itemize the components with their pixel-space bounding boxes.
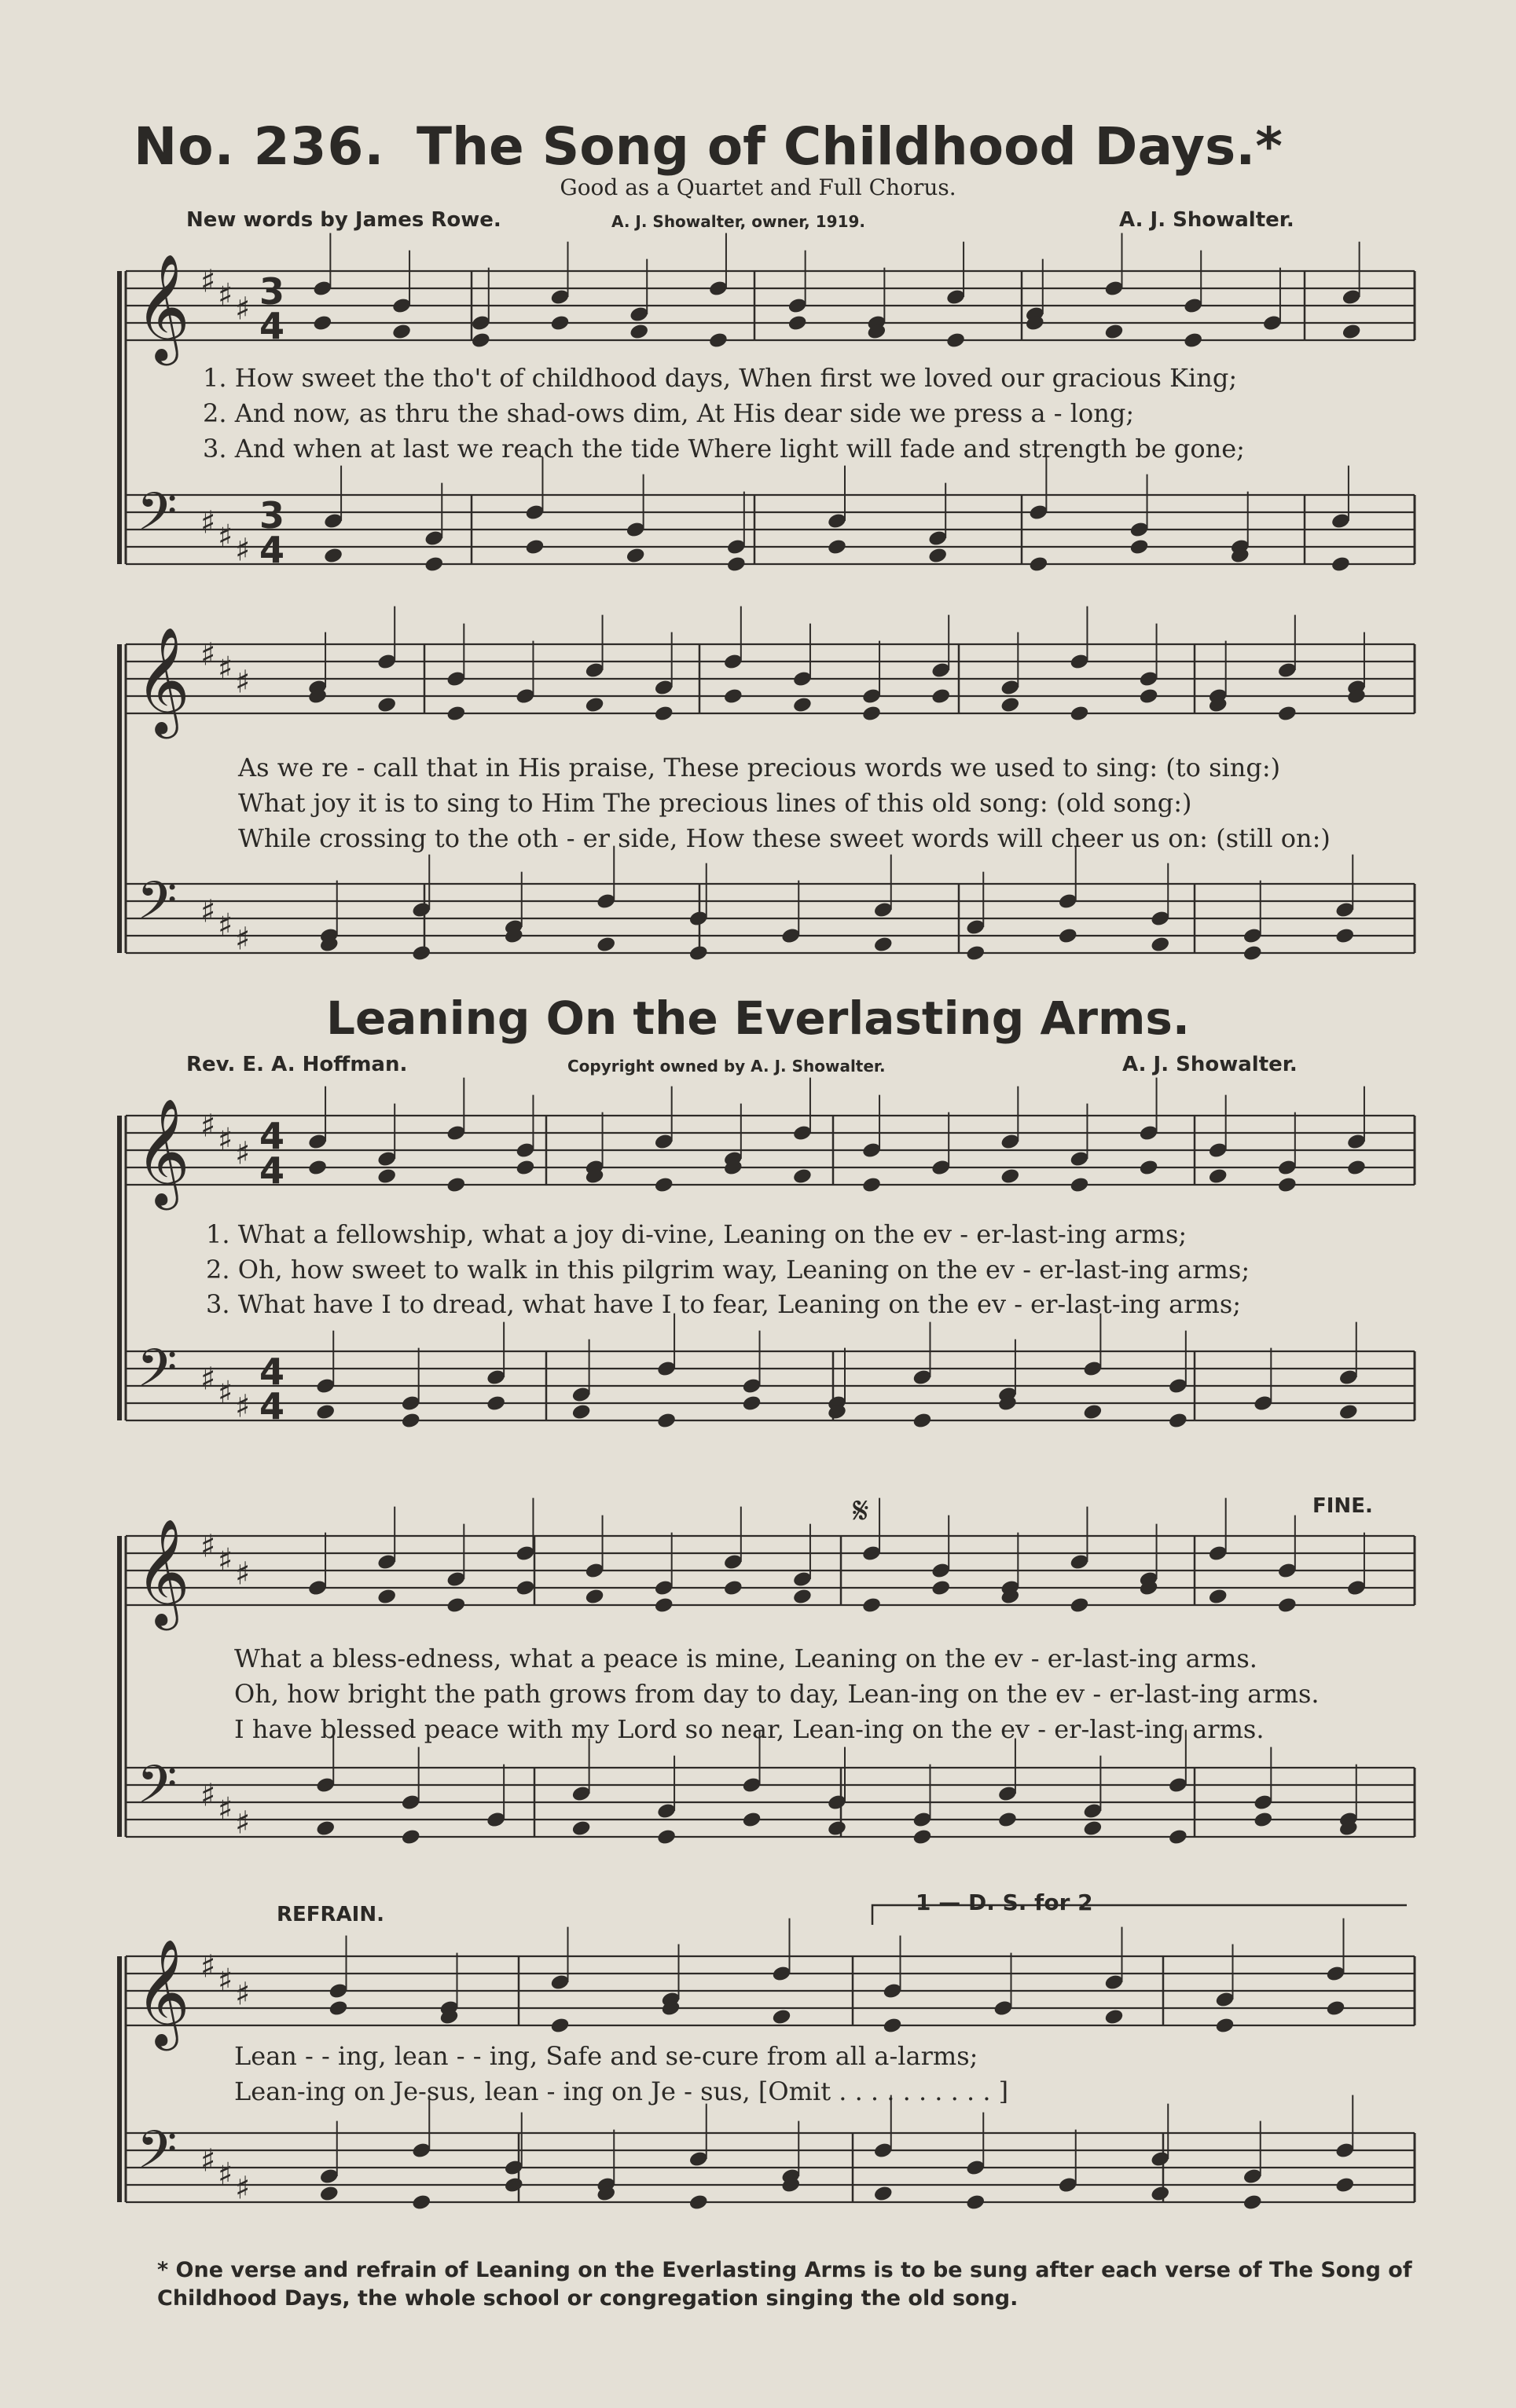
svg-text:♯: ♯ — [235, 2170, 251, 2207]
svg-text:4: 4 — [259, 1115, 285, 1157]
song2-verse2-line2: Oh, how bright the path grows from day to day, Lean-ing on the ev - er-last-ing arms. — [234, 1679, 1320, 1709]
svg-text:♯: ♯ — [235, 1135, 251, 1172]
svg-text:♯: ♯ — [218, 1375, 233, 1411]
svg-text:4: 4 — [259, 1385, 285, 1428]
svg-text:♯: ♯ — [218, 907, 233, 944]
svg-text:♯: ♯ — [200, 1948, 216, 1985]
svg-text:𝄞: 𝄞 — [135, 1516, 190, 1625]
svg-text:4: 4 — [259, 1149, 285, 1192]
song2-words-credit: Rev. E. A. Hoffman. — [186, 1053, 408, 1076]
refrain-label: REFRAIN. — [277, 1903, 384, 1926]
svg-text:𝄢: 𝄢 — [137, 1754, 178, 1828]
song1-owner-credit: A. J. Showalter, owner, 1919. — [611, 212, 865, 231]
svg-text:♯: ♯ — [200, 636, 216, 673]
svg-text:3: 3 — [259, 270, 285, 313]
svg-text:𝄞: 𝄞 — [135, 1096, 190, 1205]
song2-verse3-line1: 3. What have I to dread, what have I to fear, Leaning on the ev - er-last-ing arms; — [206, 1289, 1242, 1319]
svg-text:♯: ♯ — [235, 664, 251, 701]
svg-text:4: 4 — [259, 529, 285, 571]
svg-text:♯: ♯ — [218, 2157, 233, 2193]
svg-text:♯: ♯ — [200, 1528, 216, 1565]
song1-verse3-line1: 3. And when at last we reach the tide Where light will fade and strength be gone; — [203, 434, 1245, 464]
svg-text:𝄞: 𝄞 — [135, 625, 190, 734]
svg-text:𝄢: 𝄢 — [137, 482, 178, 555]
svg-text:♯: ♯ — [218, 519, 233, 555]
svg-text:♯: ♯ — [200, 1108, 216, 1145]
svg-text:♯: ♯ — [218, 1122, 233, 1158]
song1-music-credit: A. J. Showalter. — [1119, 208, 1294, 232]
song1-verse2-line2: What joy it is to sing to Him The precious lines of this old song: (old song:) — [238, 788, 1192, 818]
song1-subtitle: Good as a Quartet and Full Chorus. — [560, 174, 956, 200]
song2-verse1-line2: What a bless-edness, what a peace is mine, Leaning on the ev - er-last-ing arms. — [234, 1644, 1257, 1673]
svg-text:4: 4 — [259, 1351, 285, 1393]
svg-text:♯: ♯ — [200, 1777, 216, 1814]
svg-text:♯: ♯ — [235, 1388, 251, 1425]
song2-verse2-line1: 2. Oh, how sweet to walk in this pilgrim way, Leaning on the ev - er-last-ing arms; — [206, 1255, 1250, 1285]
song2-copyright: Copyright owned by A. J. Showalter. — [567, 1057, 886, 1076]
song2-music-credit: A. J. Showalter. — [1122, 1053, 1298, 1076]
ending-bracket-label: 1 — D. S. for 2 — [916, 1889, 1093, 1915]
song1-verse3-line2: While crossing to the oth - er side, How these sweet words will cheer us on: (still on:) — [238, 823, 1331, 853]
svg-text:♯: ♯ — [218, 1791, 233, 1827]
svg-text:♯: ♯ — [235, 1805, 251, 1842]
svg-text:♯: ♯ — [235, 1556, 251, 1593]
song1-words-credit: New words by James Rowe. — [186, 208, 501, 232]
hymn-number: No. 236. — [134, 116, 385, 177]
svg-text:♯: ♯ — [200, 1361, 216, 1398]
song2-verse3-line2: I have blessed peace with my Lord so near, Lean-ing on the ev - er-last-ing arms. — [234, 1714, 1265, 1744]
fine-marker: FINE. — [1312, 1494, 1373, 1518]
svg-text:𝄞: 𝄞 — [135, 251, 190, 361]
svg-text:♯: ♯ — [235, 921, 251, 958]
svg-text:𝄢: 𝄢 — [137, 1338, 178, 1412]
svg-text:4: 4 — [259, 305, 285, 347]
svg-text:♯: ♯ — [218, 277, 233, 313]
footnote: * One verse and refrain of Leaning on the Everlasting Arms is to be sung after each verse of The Song of Childhood Days, the whole school or congregation singing the old song. — [157, 2258, 1412, 2311]
svg-text:♯: ♯ — [200, 263, 216, 300]
svg-text:♯: ♯ — [200, 2142, 216, 2179]
song1-verse2-line1: 2. And now, as thru the shad-ows dim, At His dear side we press a - long; — [203, 398, 1135, 428]
svg-text:𝄢: 𝄢 — [137, 2120, 178, 2194]
svg-text:♯: ♯ — [218, 1542, 233, 1578]
song1-title: The Song of Childhood Days.* — [417, 116, 1283, 177]
svg-text:♯: ♯ — [235, 532, 251, 569]
svg-text:𝄞: 𝄞 — [135, 1937, 190, 2046]
svg-text:♯: ♯ — [200, 893, 216, 930]
song1-verse1-line1: 1. How sweet the tho't of childhood days, When first we loved our gracious King; — [203, 363, 1238, 393]
svg-text:♯: ♯ — [218, 651, 233, 687]
svg-text:3: 3 — [259, 494, 285, 537]
refrain-line1: Lean - - ing, lean - - ing, Safe and se-cure from all a-larms; — [234, 2041, 978, 2071]
svg-text:♯: ♯ — [200, 504, 216, 541]
svg-text:𝄢: 𝄢 — [137, 870, 178, 944]
svg-text:♯: ♯ — [218, 1963, 233, 1999]
refrain-line2: Lean-ing on Je-sus, lean - ing on Je - sus, [Omit . . . . . . . . . . ] — [234, 2076, 1009, 2106]
song1-verse1-line2: As we re - call that in His praise, These precious words we used to sing: (to sing:) — [238, 753, 1281, 783]
svg-text:♯: ♯ — [235, 291, 251, 328]
segno-sign: 𝄋 — [853, 1489, 869, 1533]
song2-title: Leaning On the Everlasting Arms. — [326, 991, 1190, 1045]
song2-verse1-line1: 1. What a fellowship, what a joy di-vine, Leaning on the ev - er-last-ing arms; — [206, 1219, 1187, 1249]
svg-text:♯: ♯ — [235, 1976, 251, 2013]
